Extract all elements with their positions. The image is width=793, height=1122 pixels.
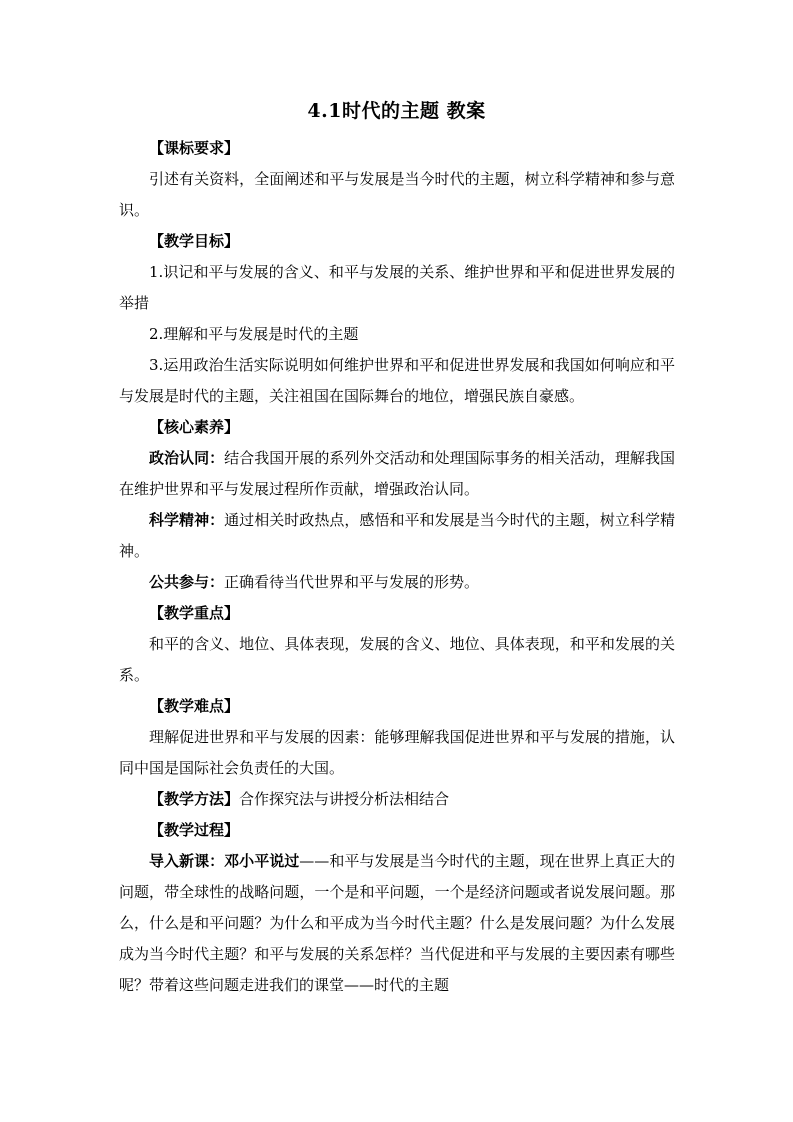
literacy-label: 公共参与： xyxy=(149,573,225,591)
methods-heading: 【教学方法】 xyxy=(149,790,240,808)
literacy-text: 通过相关时政热点，感悟和平和发展是当今时代的主题，树立科学精神。 xyxy=(119,511,675,560)
literacy-label: 政治认同： xyxy=(149,449,225,467)
intro-text: ——和平与发展是当今时代的主题，现在世界上真正大的问题，带全球性的战略问题，一个是和平问题，一个是经济问题或者说发展问题。那么，什么是和平问题？为什么和平成为当今时代主题？什么是发展问题？为什么发展成为当今时代主题？和平与发展的关系怎样？当代促进和平与发展的主要因素有哪些呢？带着这些问题走进我们的课堂——时代的主题 xyxy=(119,852,675,994)
literacy-heading: 【核心素养】 xyxy=(149,418,240,436)
difficulties-heading: 【教学难点】 xyxy=(149,697,240,715)
literacy-text: 正确看待当代世界和平与发展的形势。 xyxy=(224,573,480,591)
literacy-item xyxy=(119,505,675,567)
methods-line xyxy=(119,784,675,815)
literacy-label: 科学精神： xyxy=(149,511,225,529)
document-title: 4.1时代的主题 教案 xyxy=(307,100,486,122)
literacy-item xyxy=(119,567,675,598)
document-body xyxy=(119,133,675,1001)
intro-label: 导入新课：邓小平说过 xyxy=(149,852,300,870)
objective-item: 3.运用政治生活实际说明如何维护世界和平和促进世界发展和我国如何响应和平与发展是时代的主题，关注祖国在国际舞台的地位，增强民族自豪感。 xyxy=(119,356,675,405)
key-points-heading: 【教学重点】 xyxy=(149,604,240,622)
process-heading: 【教学过程】 xyxy=(149,821,240,839)
difficulties-text: 理解促进世界和平与发展的因素：能够理解我国促进世界和平与发展的措施，认同中国是国际社会负责任的大国。 xyxy=(119,728,675,777)
literacy-text: 结合我国开展的系列外交活动和处理国际事务的相关活动，理解我国在维护世界和平与发展过程所作贡献，增强政治认同。 xyxy=(119,449,675,498)
objective-item: 2.理解和平与发展是时代的主题 xyxy=(149,325,359,343)
methods-text: 合作探究法与讲授分析法相结合 xyxy=(239,790,450,808)
objective-item: 1.识记和平与发展的含义、和平与发展的关系、维护世界和平和促进世界发展的举措 xyxy=(119,263,675,312)
intro-paragraph xyxy=(119,846,675,1001)
standard-heading: 【课标要求】 xyxy=(149,139,240,157)
literacy-item xyxy=(119,443,675,505)
key-points-text: 和平的含义、地位、具体表现，发展的含义、地位、具体表现，和平和发展的关系。 xyxy=(119,635,675,684)
objectives-heading: 【教学目标】 xyxy=(149,232,240,250)
standard-text: 引述有关资料，全面阐述和平与发展是当今时代的主题，树立科学精神和参与意识。 xyxy=(119,170,675,219)
